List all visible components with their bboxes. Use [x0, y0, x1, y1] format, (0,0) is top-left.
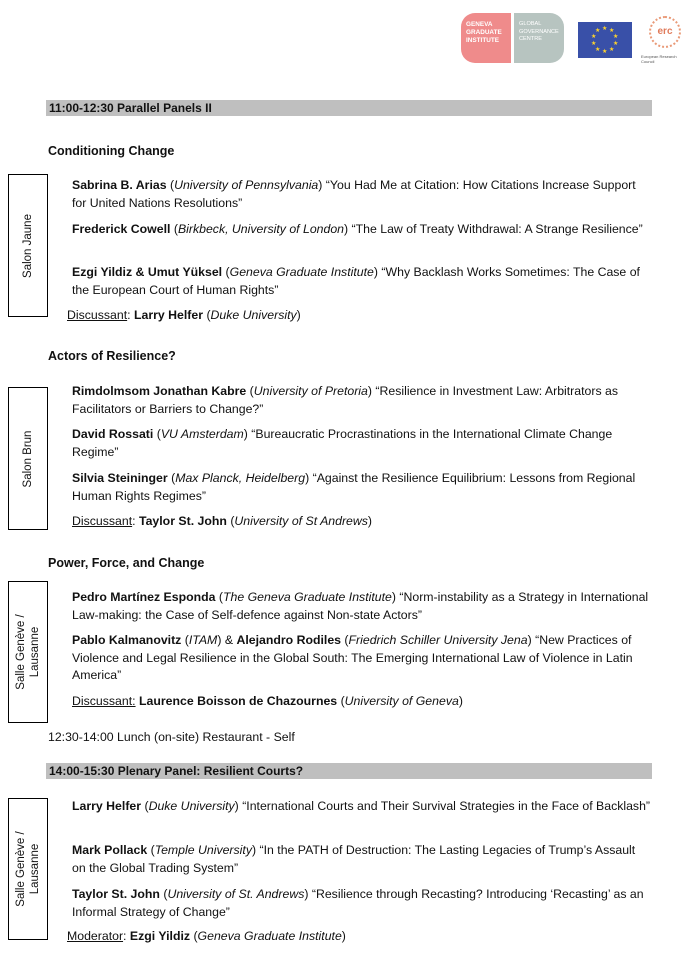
room-label: [8, 387, 48, 530]
panel-heading: Actors of Resilience?: [48, 349, 176, 363]
room-label: [8, 798, 48, 940]
room-label: [8, 174, 48, 317]
presenter-affiliation: ITAM: [188, 633, 218, 647]
presenter-name: Sabrina B. Arias: [72, 178, 167, 192]
discussant-line: Discussant: Laurence Boisson de Chazournes (University of Geneva): [72, 694, 463, 708]
presenter-name: Pedro Martínez Esponda: [72, 590, 216, 604]
discussant-affiliation: University of Geneva: [344, 694, 459, 708]
presenter-name: Rimdolmsom Jonathan Kabre: [72, 384, 247, 398]
paper-title: “The Law of Treaty Withdrawal: A Strange Resilience”: [348, 222, 643, 236]
logo-line: INSTITUTE: [466, 37, 500, 44]
erc-mark: erc: [649, 16, 681, 48]
discussant-label: Discussant:: [72, 694, 136, 708]
paper-title: “In the PATH of Destruction: The Lasting Legacies of Trump’s Assault on the Global Trading System”: [72, 843, 636, 875]
presentation-entry: David Rossati (VU Amsterdam) “Bureaucratic Procrastinations in the International Climate Change Regime”: [72, 427, 613, 459]
room-name-line: Lausanne: [29, 626, 41, 678]
room-name: Salon Brun: [22, 430, 34, 487]
presenter-name: Frederick Cowell: [72, 222, 171, 236]
presenter-affiliation: University of St. Andrews: [167, 887, 305, 901]
presenter-affiliation: University of Pretoria: [253, 384, 368, 398]
room-label: [8, 581, 48, 723]
logo-line: GRADUATE: [466, 29, 502, 36]
paper-title: “You Had Me at Citation: How Citations Increase Support for United Nations Resolutions”: [72, 178, 636, 210]
presentation-entry: Taylor St. John (University of St. Andrews) “Resilience through Recasting? Introducing ‘Recasting’ as an Informal Strategy of Change”: [72, 887, 644, 919]
moderator-affiliation: Geneva Graduate Institute: [197, 929, 342, 943]
presenter-affiliation: Max Planck, Heidelberg: [175, 471, 306, 485]
presenter-affiliation: Friedrich Schiller University Jena: [348, 633, 528, 647]
presenter-affiliation: University of Pennsylvania: [174, 178, 319, 192]
panel-heading: Power, Force, and Change: [48, 556, 205, 570]
paper-title: “Norm-instability as a Strategy in International Law-making: the Case of Self-defence against Non-state Actors”: [72, 590, 649, 622]
presentation-entry: Pedro Martínez Esponda (The Geneva Graduate Institute) “Norm-instability as a Strategy in International Law-making: the Case of Self-defence against Non-state Actors”: [72, 590, 649, 622]
erc-logo: [641, 16, 689, 66]
presenter-name: Larry Helfer: [72, 799, 142, 813]
lunch-line: 12:30-14:00 Lunch (on-site) Restaurant - Self: [48, 730, 295, 744]
logo-line: GENEVA: [466, 21, 493, 28]
presenter-name: David Rossati: [72, 427, 154, 441]
presenter-affiliation: Duke University: [148, 799, 235, 813]
discussant-name: Laurence Boisson de Chazournes: [138, 694, 338, 708]
discussant-line: Discussant: Taylor St. John (University of St Andrews): [72, 514, 373, 528]
room-name: [14, 614, 42, 689]
presentation-entry: Pablo Kalmanovitz (ITAM) & Alejandro Rodiles (Friedrich Schiller University Jena) “New Practices of Violence and Legal Resilience in the Global South: The Emerging International Law of Violence in Latin America”: [72, 633, 633, 682]
erc-subtitle: European Research Council: [641, 54, 677, 64]
moderator-label: Moderator: [67, 929, 124, 943]
discussant-affiliation: University of St Andrews: [234, 514, 368, 528]
room-name-line: Salle Genève /: [15, 614, 27, 690]
paper-title: “International Courts and Their Survival Strategies in the Face of Backlash”: [238, 799, 651, 813]
panel-heading: Conditioning Change: [48, 144, 175, 158]
session-bar: 11:00-12:30 Parallel Panels II: [46, 100, 652, 116]
presenter-name: Alejandro Rodiles: [236, 633, 342, 647]
room-name-line: Salle Genève /: [15, 831, 27, 907]
presentation-entry: Mark Pollack (Temple University) “In the PATH of Destruction: The Lasting Legacies of Trump’s Assault on the Global Trading System”: [72, 843, 636, 875]
session-bar: 14:00-15:30 Plenary Panel: Resilient Courts?: [46, 763, 652, 779]
logo-line: CENTRE: [519, 36, 542, 42]
presenter-name: Silvia Steininger: [72, 471, 168, 485]
presentation-entry: Sabrina B. Arias (University of Pennsylvania) “You Had Me at Citation: How Citations Increase Support for United Nations Resolutions”: [72, 178, 636, 210]
room-name: [14, 831, 42, 906]
presenter-affiliation: VU Amsterdam: [160, 427, 244, 441]
ampersand: &: [221, 633, 237, 647]
presenter-affiliation: Temple University: [154, 843, 252, 857]
paper-title: “Bureaucratic Procrastinations in the International Climate Change Regime”: [72, 427, 613, 459]
global-governance-centre-logo: [514, 13, 564, 63]
presenter-affiliation: The Geneva Graduate Institute: [223, 590, 392, 604]
paper-title: “Resilience in Investment Law: Arbitrators as Facilitators or Barriers to Change?”: [72, 384, 619, 416]
paper-title: “Why Backlash Works Sometimes: The Case of the European Court of Human Rights”: [72, 265, 640, 297]
presenter-name: Mark Pollack: [72, 843, 148, 857]
discussant-line: Discussant: Larry Helfer (Duke University): [67, 308, 301, 322]
paper-title: “New Practices of Violence and Legal Resilience in the Global South: The Emerging International Law of Violence in Latin America”: [72, 633, 633, 682]
eu-flag-logo: ★ ★ ★ ★ ★ ★ ★ ★ ★ ★: [578, 22, 632, 58]
presenter-name: Ezgi Yildiz & Umut Yüksel: [72, 265, 223, 279]
presentation-entry: Frederick Cowell (Birkbeck, University of London) “The Law of Treaty Withdrawal: A Strange Resilience”: [72, 222, 643, 236]
discussant-label: Discussant: [67, 308, 128, 322]
discussant-affiliation: Duke University: [210, 308, 297, 322]
presentation-entry: Silvia Steininger (Max Planck, Heidelberg) “Against the Resilience Equilibrium: Lessons from Regional Human Rights Regimes”: [72, 471, 636, 503]
discussant-name: Taylor St. John: [138, 514, 227, 528]
presenter-name: Taylor St. John: [72, 887, 160, 901]
logo-line: GOVERNANCE: [519, 28, 559, 35]
paper-title: “Against the Resilience Equilibrium: Lessons from Regional Human Rights Regimes”: [72, 471, 636, 503]
room-name-line: Lausanne: [29, 843, 41, 895]
paper-title: “Resilience through Recasting? Introducing ‘Recasting’ as an Informal Strategy of Change”: [72, 887, 644, 919]
presentation-entry: Larry Helfer (Duke University) “International Courts and Their Survival Strategies in the Face of Backlash”: [72, 799, 651, 813]
presentation-entry: Rimdolmsom Jonathan Kabre (University of Pretoria) “Resilience in Investment Law: Arbitrators as Facilitators or Barriers to Change?”: [72, 384, 619, 416]
presentation-entry: Ezgi Yildiz & Umut Yüksel (Geneva Graduate Institute) “Why Backlash Works Sometimes: The Case of the European Court of Human Rights”: [72, 265, 640, 297]
discussant-label: Discussant: [72, 514, 133, 528]
logo-line: GLOBAL: [519, 21, 542, 27]
room-name: Salon Jaune: [22, 213, 34, 278]
discussant-name: Larry Helfer: [133, 308, 204, 322]
presenter-affiliation: Birkbeck, University of London: [177, 222, 345, 236]
presenter-name: Pablo Kalmanovitz: [72, 633, 182, 647]
presenter-affiliation: Geneva Graduate Institute: [229, 265, 374, 279]
geneva-graduate-institute-logo: [461, 13, 511, 63]
moderator-name: Ezgi Yildiz: [129, 929, 191, 943]
moderator-line: Moderator: Ezgi Yildiz (Geneva Graduate Institute): [67, 929, 346, 943]
